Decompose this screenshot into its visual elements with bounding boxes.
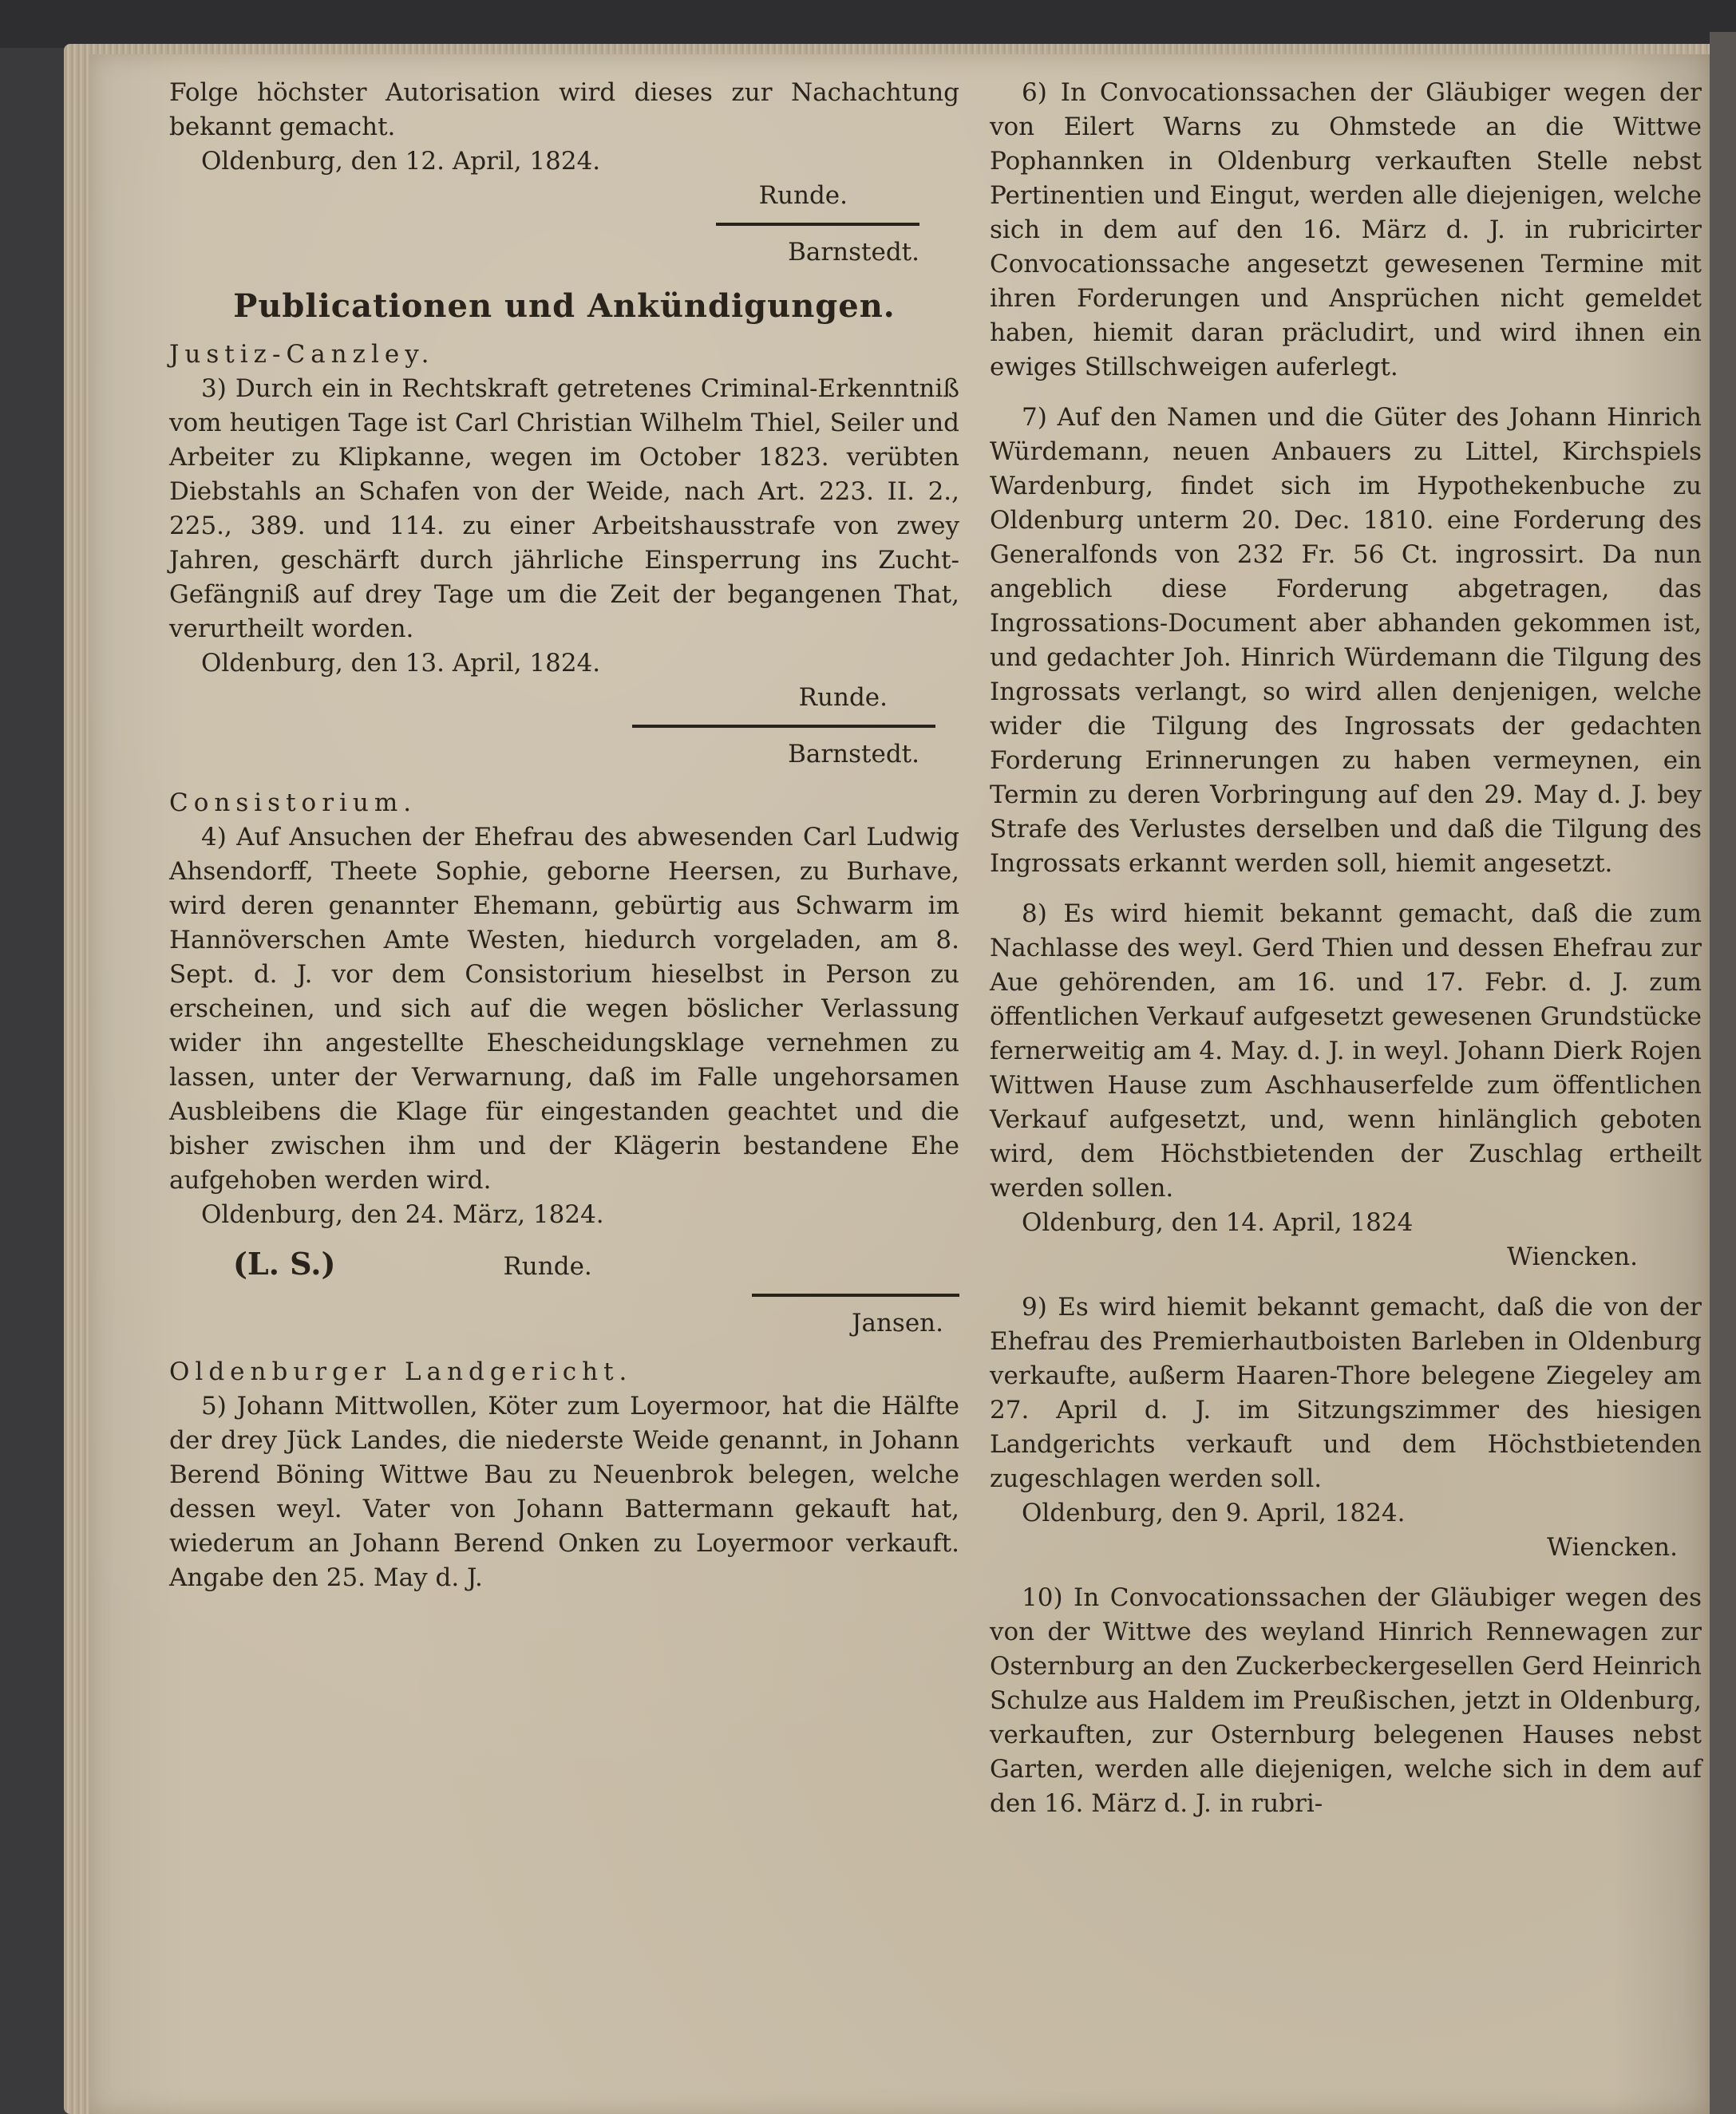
right-column bbox=[990, 76, 1702, 1821]
intro-paragraph: Folge höchster Autorisation wird dieses zur Nachachtung bekannt gemacht. bbox=[169, 78, 959, 141]
intro-date: Oldenburg, den 12. April, 1824. bbox=[201, 147, 601, 176]
signature-rule bbox=[752, 1294, 959, 1297]
notice-4: 4) Auf Ansuchen der Ehefrau des abwesenden Carl Ludwig Ahsendorff, Theete Sophie, geborne Heersen, zu Burhave, wird deren genannter Ehemann, gebürtig aus Schwarm im Hannöverschen Amte Westen, hiedurch vorgeladen, am 8. Sept. d. J. vor dem Consistorium hieselbst in Person zu erscheinen, und sich auf die wegen böslicher Verlassung wider ihn angestellte Ehescheidungsklage vernehmen zu lassen, unter der Verwarnung, daß im Falle ungehorsamen Ausbleibens die Klage für eingestanden geachtet und die bisher zwischen ihm und der Klägerin bestandene Ehe aufgehoben werden wird. bbox=[169, 823, 959, 1195]
notice-9-date: Oldenburg, den 9. April, 1824. bbox=[1022, 1499, 1406, 1527]
signature-rule bbox=[716, 223, 919, 226]
notice-8: 8) Es wird hiemit bekannt gemacht, daß die zum Nachlasse des weyl. Gerd Thien und dessen Ehefrau zur Aue gehörenden, am 16. und 17. Febr. d. J. zum öffentlichen Verkauf aufgesetzt gewesenen Grundstücke fernerweitig am 4. May. d. J. in weyl. Johann Dierk Rojen Wittwen Hause zum Aschhauserfelde zum öffentlichen Verkauf aufgesetzt, und, wenn hinlänglich geboten wird, dem Höchstbietenden der Zuschlag ertheilt werden sollen. bbox=[990, 899, 1702, 1203]
notice-4-signature-jansen: Jansen. bbox=[852, 1309, 943, 1338]
left-column bbox=[169, 76, 959, 1595]
notice-8-signature: Wiencken. bbox=[1507, 1243, 1638, 1271]
notice-5: 5) Johann Mittwollen, Köter zum Loyermoor, hat die Hälfte der drey Jück Landes, die niederste Weide genannt, in Johann Berend Böning Wittwe Bau zu Neuenbrok belegen, welche dessen weyl. Vater von Johann Battermann gekauft hat, wiederum an Johann Berend Onken zu Loyermoor verkauft. Angabe den 25. May d. J. bbox=[169, 1392, 959, 1592]
notice-4-date: Oldenburg, den 24. März, 1824. bbox=[201, 1200, 604, 1229]
scan-backdrop bbox=[0, 0, 1736, 48]
notice-3: 3) Durch ein in Rechtskraft getretenes Criminal-Erkenntniß vom heutigen Tage ist Carl Christian Wilhelm Thiel, Seiler und Arbeiter zu Klipkanne, wegen im October 1823. verübten Diebstahls an Schafen von der Weide, nach Art. 223. II. 2., 225., 389. und 114. zu einer Arbeitshausstrafe von zwey Jahren, geschärft durch jährliche Einsperrung ins Zucht-Gefängniß auf drey Tage um die Zeit der begangenen That, verurtheilt worden. bbox=[169, 374, 959, 643]
signature-rule bbox=[632, 725, 935, 728]
intro-signature-barnstedt: Barnstedt. bbox=[788, 238, 919, 267]
seal-row bbox=[169, 1247, 959, 1284]
notice-3-signature-barnstedt: Barnstedt. bbox=[788, 740, 919, 769]
intro-signature-runde: Runde. bbox=[758, 181, 848, 210]
notice-3-signature-runde: Runde. bbox=[798, 683, 888, 712]
spacer bbox=[990, 881, 1702, 897]
notice-10: 10) In Convocationssachen der Gläubiger wegen des von der Wittwe des weyland Hinrich Rennewagen zur Osternburg an den Zuckerbeckergesellen Gerd Heinrich Schulze aus Haldem im Preußischen, jetzt in Oldenburg, verkauften, zur Osternburg belegenen Hauses nebst Garten, werden alle diejenigen, welche sich in dem auf den 16. März d. J. in rubri- bbox=[990, 1583, 1702, 1818]
notice-9: 9) Es wird hiemit bekannt gemacht, daß die von der Ehefrau des Premierhautboisten Barleben in Oldenburg verkaufte, außerm Haaren-Thore belegene Ziegeley am 27. April d. J. im Sitzungszimmer des hiesigen Landgerichts verkauft und dem Höchstbietenden zugeschlagen werden soll. bbox=[990, 1293, 1702, 1493]
spacer bbox=[990, 385, 1702, 401]
notice-6: 6) In Convocationssachen der Gläubiger wegen der von Eilert Warns zu Ohmstede an die Wittwe Pophannken in Oldenburg verkauften Stelle nebst Pertinentien und Eingut, werden alle diejenigen, welche sich in dem auf den 16. März d. J. in rubricirter Convocationssache angesetzt gewesenen Termine mit ihren Forderungen und Ansprüchen nicht gemeldet haben, hiemit daran präcludirt, und wird ihnen ein ewiges Stillschweigen auferlegt. bbox=[990, 78, 1702, 381]
seal-mark: (L. S.) bbox=[233, 1246, 336, 1282]
section-heading: Publicationen und Ankündigungen. bbox=[233, 287, 896, 325]
section-title-justiz: Justiz-Canzley. bbox=[169, 340, 435, 369]
notice-4-signature-runde: Runde. bbox=[503, 1252, 592, 1281]
spacer bbox=[990, 1274, 1702, 1290]
notice-3-date: Oldenburg, den 13. April, 1824. bbox=[201, 649, 601, 678]
binding-shadow bbox=[1710, 32, 1736, 2114]
section-title-consistorium: Consistorium. bbox=[169, 788, 417, 817]
spacer bbox=[990, 1565, 1702, 1581]
notice-9-signature: Wiencken. bbox=[1547, 1533, 1678, 1562]
notice-8-date: Oldenburg, den 14. April, 1824 bbox=[1022, 1208, 1414, 1237]
notice-7: 7) Auf den Namen und die Güter des Johann Hinrich Würdemann, neuen Anbauers zu Littel, Kirchspiels Wardenburg, findet sich im Hypothekenbuche zu Oldenburg unterm 20. Dec. 1810. eine Forderung des Generalfonds von 232 Fr. 56 Ct. ingrossirt. Da nun angeblich diese Forderung abgetragen, das Ingrossations-Document aber abhanden gekommen ist, und gedachter Joh. Hinrich Würdemann die Tilgung des Ingrossats verlangt, so wird allen denjenigen, welche wider die Tilgung des Ingrossats der gedachten Forderung Erinnerungen zu haben vermeynen, ein Termin zu deren Vorbringung auf den 29. May d. J. bey Strafe des Verlustes derselben und daß die Tilgung des Ingrossats erkannt werden soll, hiemit angesetzt. bbox=[990, 403, 1702, 878]
section-title-landgericht: Oldenburger Landgericht. bbox=[169, 1357, 633, 1386]
